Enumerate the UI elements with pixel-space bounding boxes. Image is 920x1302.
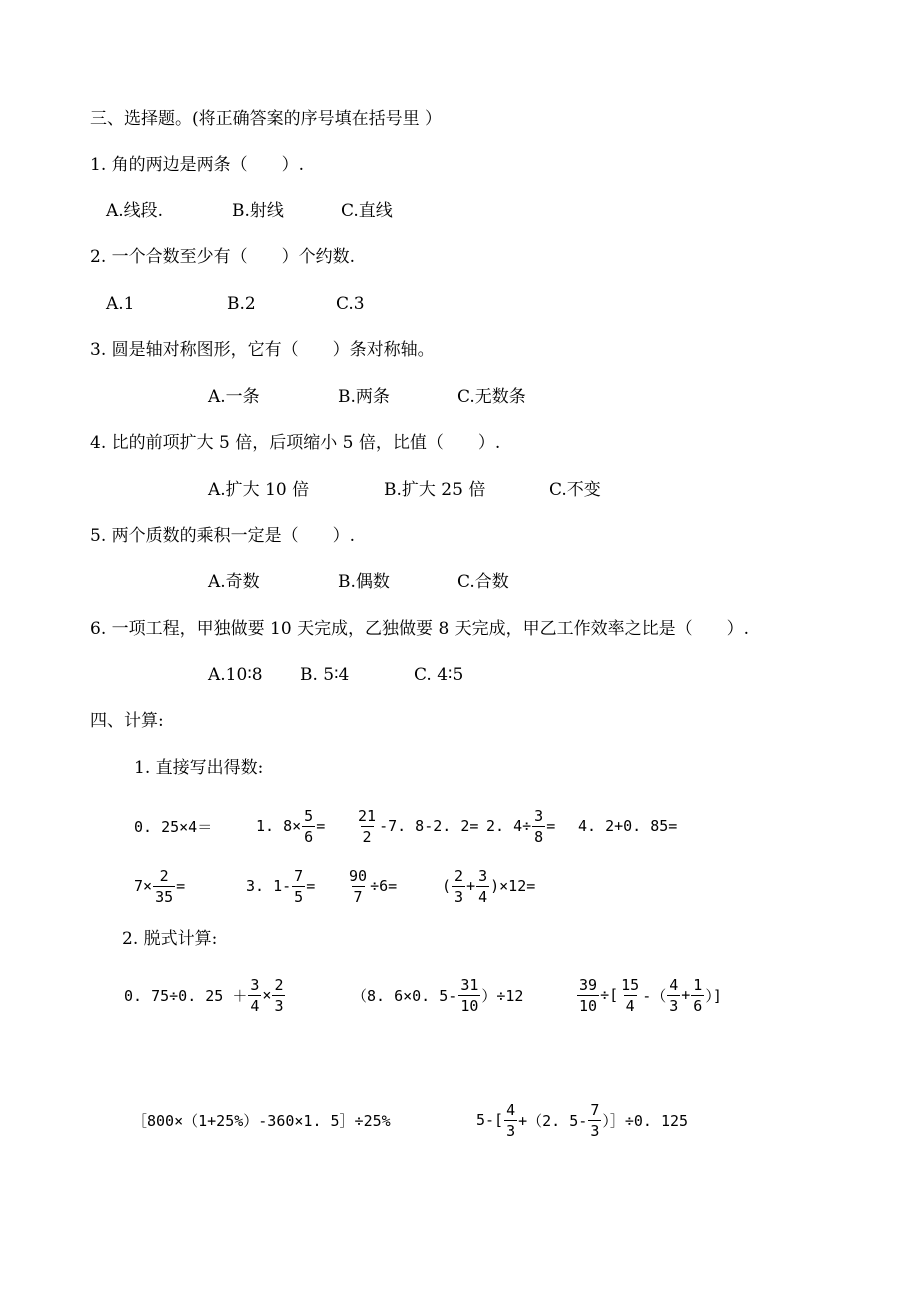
direct-calc-6	[134, 866, 185, 906]
denominator: 10	[579, 996, 598, 1015]
step-calc-2	[352, 975, 523, 1015]
denominator: 35	[155, 887, 174, 906]
q2-option-c: C.3	[336, 294, 365, 314]
expr-text: (	[442, 877, 452, 895]
denominator: 4	[625, 996, 635, 1015]
numerator: 21	[358, 806, 377, 825]
expr-text: ÷6=	[370, 877, 398, 895]
q2-option-a: A.1	[106, 294, 135, 314]
direct-calc-1	[134, 806, 212, 846]
expr-text: +（2. 5-	[518, 1111, 588, 1130]
denominator: 5	[294, 887, 304, 906]
expr-text: ）÷12	[481, 986, 524, 1005]
numerator: 39	[579, 975, 598, 994]
expr-text: 1. 8×	[256, 817, 302, 835]
section3-title: 三、选择题。(将正确答案的序号填在括号里 ）	[90, 109, 443, 129]
denominator: 3	[590, 1121, 600, 1140]
expr-text: =	[316, 817, 326, 835]
numerator: 2	[274, 975, 284, 994]
expr-text: 2. 4÷	[486, 817, 532, 835]
expr-text: +	[681, 986, 691, 1004]
direct-calc-7	[246, 866, 315, 906]
direct-calc-2	[256, 806, 325, 846]
expr-text: =	[306, 877, 316, 895]
numerator: 90	[349, 866, 368, 885]
numerator: 2	[159, 866, 169, 885]
expr-text: -（	[642, 986, 667, 1005]
q6-option-b: B. 5∶4	[300, 665, 350, 685]
q4-option-c: C.不变	[549, 480, 601, 500]
fraction	[458, 975, 480, 1016]
part1-title: 1. 直接写出得数:	[134, 758, 264, 778]
numerator: 7	[590, 1100, 600, 1119]
numerator: 31	[460, 975, 479, 994]
step-calc-4	[132, 1100, 391, 1140]
expr-text: 3. 1-	[246, 877, 292, 895]
denominator: 3	[669, 996, 679, 1015]
denominator: 10	[460, 996, 479, 1015]
denominator: 3	[506, 1121, 516, 1140]
direct-calc-4	[486, 806, 555, 846]
fraction	[302, 806, 315, 847]
expr-text: ）]	[705, 986, 722, 1005]
q6-option-a: A.10∶8	[208, 665, 263, 685]
expr-text: =	[546, 817, 556, 835]
direct-calc-8	[346, 866, 397, 906]
numerator: 5	[304, 806, 314, 825]
numerator: 7	[294, 866, 304, 885]
expr-text: ）］÷0. 125	[602, 1111, 689, 1130]
expr-text: 4. 2+0. 85=	[578, 817, 678, 835]
expr-text: 0. 25×4＝	[134, 817, 213, 836]
step-calc-1	[124, 975, 286, 1015]
denominator: 6	[693, 996, 703, 1015]
expr-text: 0. 75÷0. 25 ＋	[124, 986, 248, 1005]
question-3: 3. 圆是轴对称图形，它有（ ）条对称轴。	[90, 340, 435, 360]
fraction	[153, 866, 175, 907]
fraction	[619, 975, 641, 1016]
numerator: 15	[621, 975, 640, 994]
numerator: 3	[478, 866, 488, 885]
fraction	[691, 975, 704, 1016]
denominator: 3	[274, 996, 284, 1015]
q5-option-a: A.奇数	[208, 572, 260, 592]
denominator: 6	[304, 827, 314, 846]
fraction	[532, 806, 545, 847]
expr-text: 7×	[134, 877, 153, 895]
numerator: 4	[506, 1100, 516, 1119]
q1-option-b: B.射线	[232, 201, 284, 221]
denominator: 7	[353, 887, 363, 906]
fraction	[356, 806, 378, 847]
step-calc-3	[576, 975, 722, 1015]
q3-option-c: C.无数条	[457, 387, 526, 407]
numerator: 3	[534, 806, 544, 825]
numerator: 1	[693, 975, 703, 994]
question-1: 1. 角的两边是两条（ ）.	[90, 155, 305, 175]
denominator: 3	[454, 887, 464, 906]
q1-option-c: C.直线	[341, 201, 393, 221]
expr-text: ×	[262, 986, 272, 1004]
expr-text: +	[466, 877, 476, 895]
expr-text: ［800×（1+25%）-360×1. 5］÷25%	[132, 1111, 391, 1130]
fraction	[347, 866, 369, 907]
expr-text: 5-[	[476, 1111, 504, 1129]
q4-option-a: A.扩大 10 倍	[208, 480, 310, 500]
question-4: 4. 比的前项扩大 5 倍，后项缩小 5 倍，比值（ ）.	[90, 433, 501, 453]
fraction	[476, 866, 489, 907]
fraction	[577, 975, 599, 1016]
q5-option-c: C.合数	[457, 572, 509, 592]
question-5: 5. 两个质数的乘积一定是（ ）.	[90, 526, 356, 546]
fraction	[292, 866, 305, 907]
numerator: 3	[250, 975, 260, 994]
q2-option-b: B.2	[227, 294, 256, 314]
section4-title: 四、计算:	[90, 711, 164, 731]
question-2: 2. 一个合数至少有（ ）个约数.	[90, 247, 356, 267]
q5-option-b: B.偶数	[338, 572, 390, 592]
q3-option-a: A.一条	[208, 387, 260, 407]
numerator: 2	[454, 866, 464, 885]
q4-option-b: B.扩大 25 倍	[384, 480, 486, 500]
fraction	[667, 975, 680, 1016]
expr-text: -7. 8-2. 2=	[379, 817, 479, 835]
q3-option-b: B.两条	[338, 387, 390, 407]
fraction	[248, 975, 261, 1016]
fraction	[588, 1100, 601, 1141]
expr-text: )×12=	[490, 877, 536, 895]
question-6: 6. 一项工程，甲独做要 10 天完成，乙独做要 8 天完成，甲乙工作效率之比是（ ）.	[90, 619, 750, 639]
fraction	[504, 1100, 517, 1141]
denominator: 4	[250, 996, 260, 1015]
expr-text: =	[176, 877, 186, 895]
fraction	[272, 975, 285, 1016]
q6-option-c: C. 4∶5	[414, 665, 464, 685]
q1-option-a: A.线段.	[106, 201, 164, 221]
expr-text: （8. 6×0. 5-	[352, 986, 458, 1005]
expr-text: ÷[	[600, 986, 619, 1004]
numerator: 4	[669, 975, 679, 994]
step-calc-5	[476, 1100, 688, 1140]
denominator: 8	[534, 827, 544, 846]
direct-calc-5	[578, 806, 677, 846]
direct-calc-9	[442, 866, 535, 906]
denominator: 2	[362, 827, 372, 846]
fraction	[452, 866, 465, 907]
direct-calc-3	[355, 806, 478, 846]
part2-title: 2. 脱式计算:	[122, 929, 218, 949]
denominator: 4	[478, 887, 488, 906]
